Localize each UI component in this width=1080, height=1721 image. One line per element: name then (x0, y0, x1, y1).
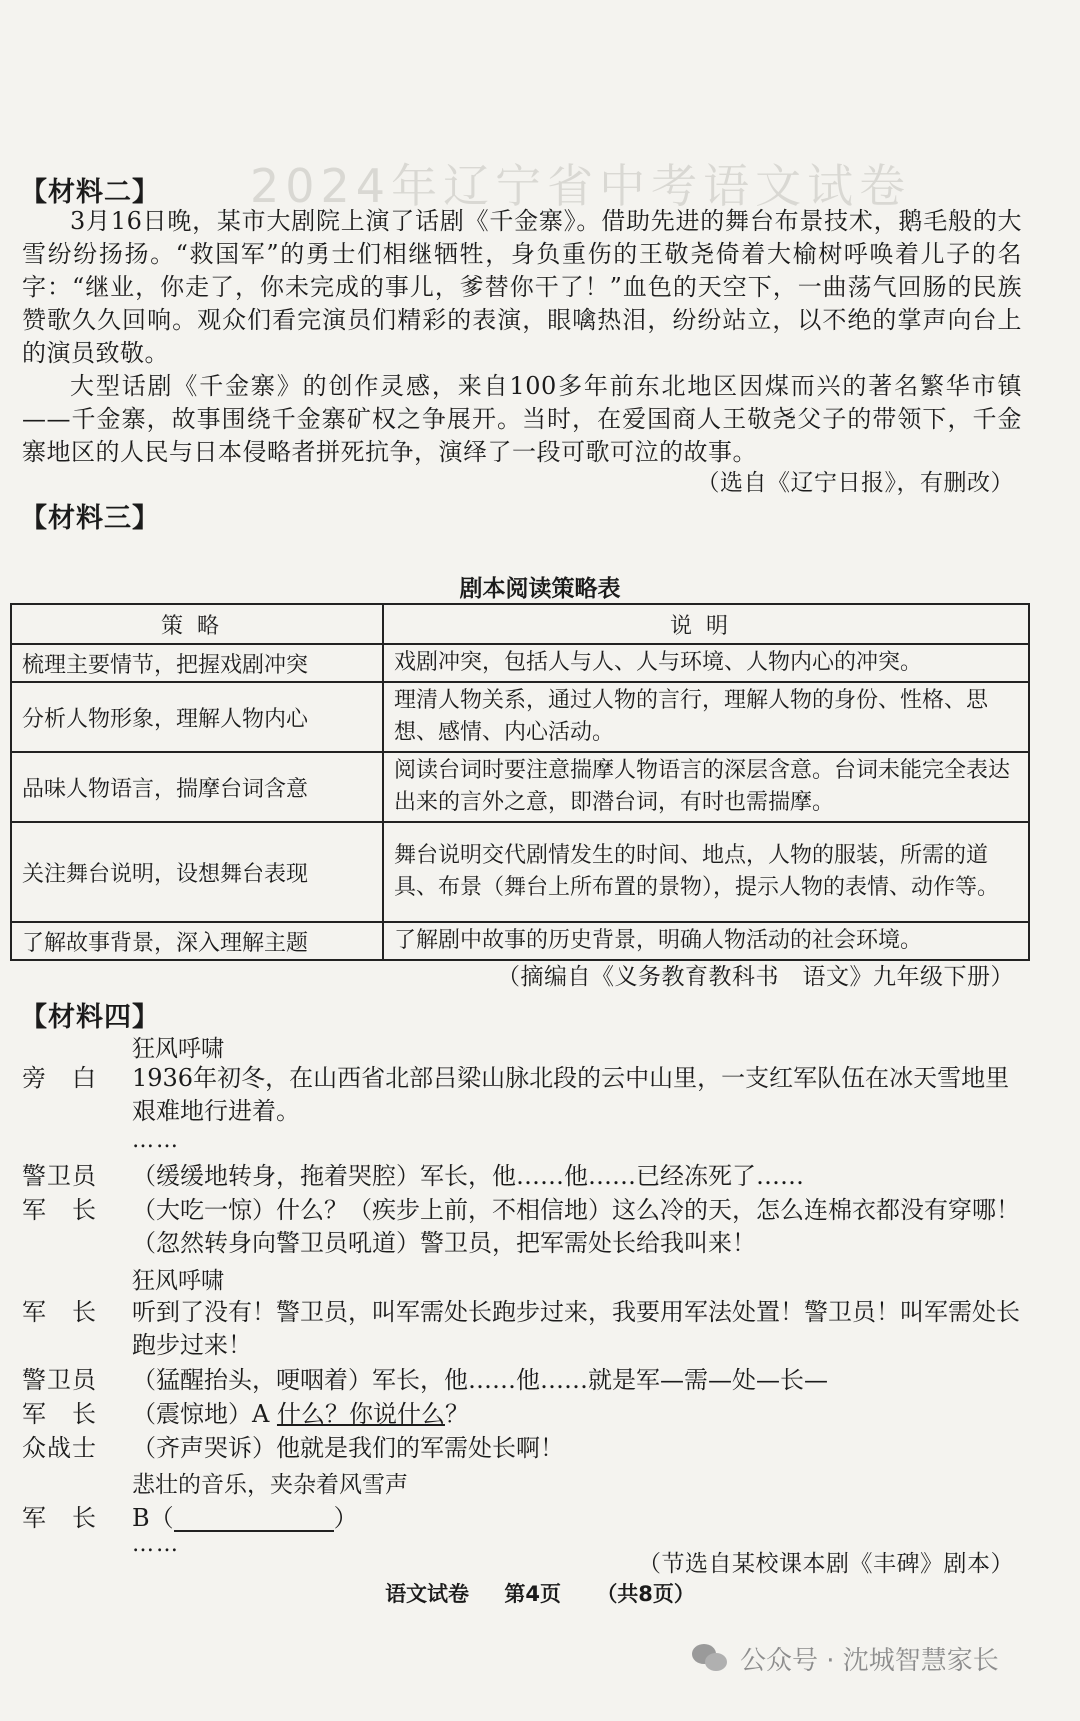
bleed-through-header: 2024年辽宁省中考语文试卷 (250, 159, 912, 213)
dialogue-text: （大吃一惊）什么？（疾步上前，不相信地）这么冷的天，怎么连棉衣都没有穿哪！（忽然转身向警卫员吼道）警卫员，把军需处长给我叫来！ (132, 1196, 1020, 1257)
marker-b-suffix: ） (333, 1504, 358, 1532)
material-2-source: （选自《辽宁日报》，有删改） (696, 470, 1014, 496)
script-line-guard (22, 1364, 1032, 1397)
material-2-paragraph-2: 大型话剧《千金寨》的创作灵感，来自100多年前东北地区因煤而兴的著名繁华市镇——千金寨，故事围绕千金寨矿权之争展开。当时，在爱国商人王敬尧父子的带领下，千金寨地区的人民与日本侵略者拼死抗争，演绎了一段可歌可泣的故事。 (22, 372, 1022, 466)
material-2-heading: 【材料二】 (20, 177, 160, 208)
role-label: 军 长 (22, 1400, 97, 1428)
table-row (11, 752, 1029, 822)
script-line-soldiers (22, 1432, 1032, 1465)
underlined-line-a: 什么？你说什么 (276, 1400, 445, 1428)
answer-blank[interactable] (174, 1508, 334, 1532)
script-line-commander (22, 1502, 1032, 1535)
footer-total: （共8页） (596, 1582, 695, 1606)
table-title: 剧本阅读策略表 (459, 576, 621, 602)
role-label: 警卫员 (22, 1366, 97, 1394)
marker-a-suffix: ？ (444, 1400, 469, 1428)
ellipsis: …… (132, 1128, 180, 1153)
strategy-cell: 关注舞台说明，设想舞台表现 (11, 822, 383, 922)
role-label: 军 长 (22, 1504, 97, 1532)
column-header-description: 说明 (383, 604, 1029, 644)
table-row (11, 822, 1029, 922)
script-line-narrator (22, 1062, 1032, 1128)
script-line-guard (22, 1160, 1032, 1193)
material-4-source: （节选自某校课本剧《丰碑》剧本） (638, 1551, 1014, 1577)
dialogue-text (132, 1398, 1032, 1431)
role-label: 军 长 (22, 1196, 97, 1224)
strategy-table (10, 603, 1030, 961)
table-row (11, 682, 1029, 752)
role-label: 警卫员 (22, 1162, 97, 1190)
strategy-cell: 了解故事背景，深入理解主题 (11, 922, 383, 960)
table-header-row (11, 604, 1029, 644)
table-row (11, 644, 1029, 682)
script-line-commander (22, 1296, 1032, 1362)
role-label: 军 长 (22, 1298, 97, 1326)
description-cell: 理清人物关系，通过人物的言行，理解人物的身份、性格、思想、感情、内心活动。 (383, 682, 1029, 752)
footer-subject: 语文试卷 (385, 1582, 470, 1606)
ellipsis: …… (132, 1532, 180, 1557)
role-label: 旁 白 (22, 1064, 97, 1092)
script-line-commander (22, 1194, 1032, 1260)
role-label: 众战士 (22, 1434, 97, 1462)
marker-b-prefix: B（ (132, 1504, 174, 1532)
stage-direction: 狂风呼啸 (132, 1268, 224, 1294)
dialogue-text: 1936年初冬，在山西省北部吕梁山脉北段的云中山里，一支红军队伍在冰天雪地里艰难地行进着。 (132, 1064, 1010, 1125)
stage-direction: 悲壮的音乐，夹杂着风雪声 (132, 1472, 408, 1498)
description-cell: 戏剧冲突，包括人与人、人与环境、人物内心的冲突。 (383, 644, 1029, 682)
marker-a-prefix: （震惊地）A (132, 1400, 277, 1428)
column-header-strategy: 策略 (11, 604, 383, 644)
dialogue-text: （猛醒抬头，哽咽着）军长，他……他……就是军—需—处—长— (132, 1366, 828, 1394)
strategy-cell: 品味人物语言，揣摩台词含意 (11, 752, 383, 822)
script-line-commander (22, 1398, 1032, 1431)
description-cell: 舞台说明交代剧情发生的时间、地点，人物的服装，所需的道具、布景（舞台上所布置的景物），提示人物的表情、动作等。 (383, 822, 1029, 922)
material-3-source: （摘编自《义务教育教科书 语文》九年级下册） (497, 964, 1014, 990)
wechat-icon (692, 1644, 730, 1674)
page-footer (0, 1578, 1080, 1608)
material-4-heading: 【材料四】 (20, 1002, 160, 1033)
material-2-paragraph-1: 3月16日晚，某市大剧院上演了话剧《千金寨》。借助先进的舞台布景技术，鹅毛般的大雪纷纷扬扬。“救国军”的勇士们相继牺牲，身负重伤的王敬尧倚着大榆树呼唤着儿子的名字：“继业，你走了，你未完成的事儿，爹替你干了！”血色的天空下，一曲荡气回肠的民族赞歌久久回响。观众们看完演员们精彩的表演，眼噙热泪，纷纷站立，以不绝的掌声向台上的演员致敬。 (22, 207, 1022, 367)
description-cell: 了解剧中故事的历史背景，明确人物活动的社会环境。 (383, 922, 1029, 960)
dialogue-text: （齐声哭诉）他就是我们的军需处长啊！ (132, 1434, 564, 1462)
watermark (692, 1640, 999, 1677)
dialogue-text (132, 1502, 1032, 1535)
dialogue-text: 听到了没有！警卫员，叫军需处长跑步过来，我要用军法处置！警卫员！叫军需处长跑步过来！ (132, 1298, 1020, 1359)
material-3-heading: 【材料三】 (20, 503, 160, 534)
stage-direction: 狂风呼啸 (132, 1036, 224, 1062)
strategy-cell: 分析人物形象，理解人物内心 (11, 682, 383, 752)
footer-page: 第4页 (504, 1582, 561, 1606)
strategy-cell: 梳理主要情节，把握戏剧冲突 (11, 644, 383, 682)
table-row (11, 922, 1029, 960)
dialogue-text: （缓缓地转身，拖着哭腔）军长，他……他……已经冻死了…… (132, 1162, 804, 1190)
watermark-text: 公众号 · 沈城智慧家长 (740, 1646, 999, 1676)
description-cell: 阅读台词时要注意揣摩人物语言的深层含意。台词未能完全表达出来的言外之意，即潜台词，有时也需揣摩。 (383, 752, 1029, 822)
